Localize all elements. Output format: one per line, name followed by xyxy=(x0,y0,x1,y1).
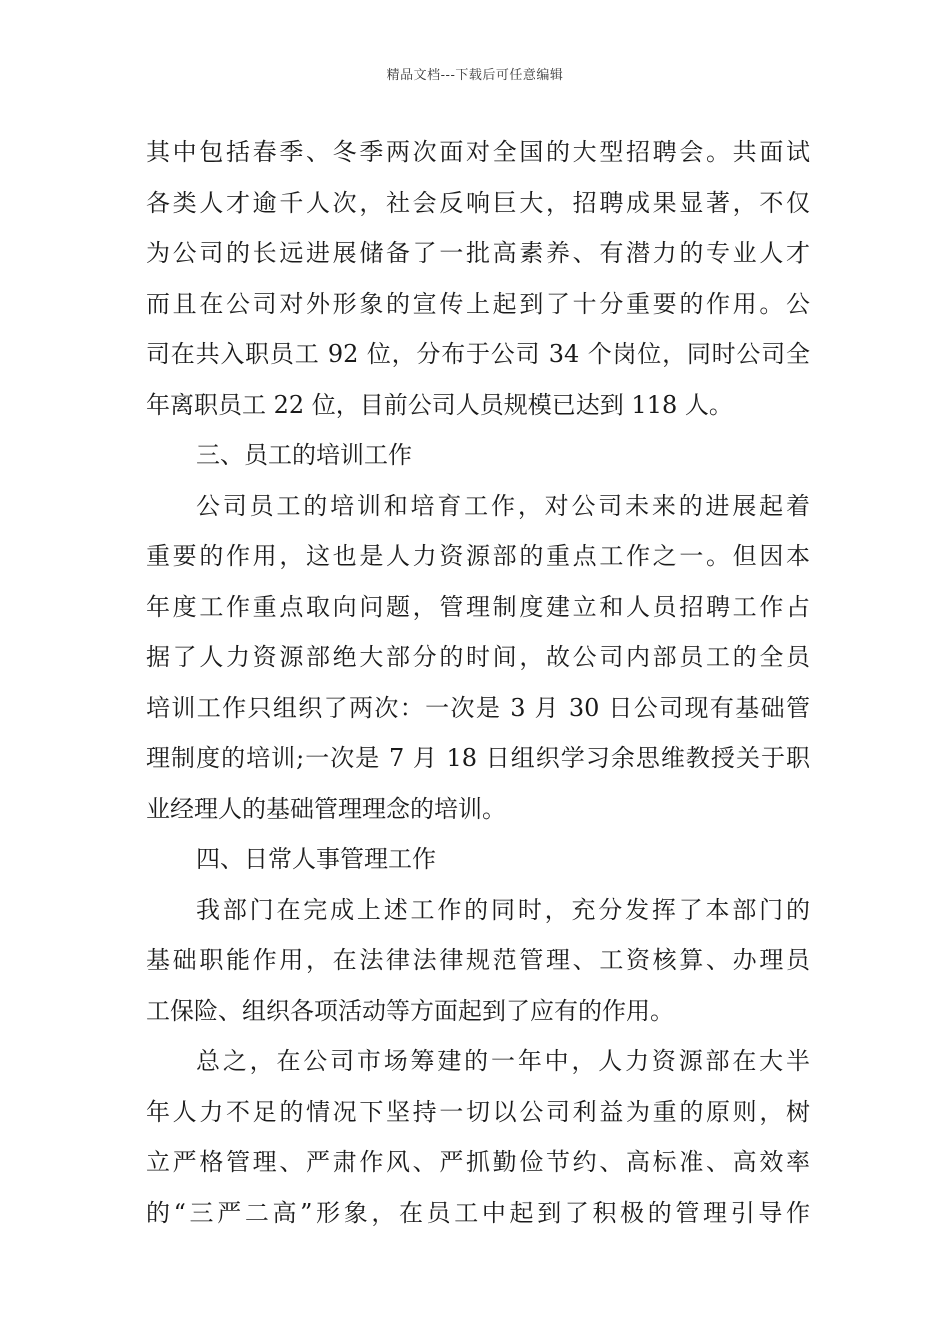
text-line: 据了人力资源部绝大部分的时间，故公司内部员工的全员 xyxy=(146,643,810,671)
text-line: 培训工作只组织了两次：一次是 3 月 30 日公司现有基础管 xyxy=(146,693,810,722)
text-line: 的“三严二高”形象，在员工中起到了积极的管理引导作 xyxy=(146,1198,810,1227)
text-line: 业经理人的基础管理理念的培训。 xyxy=(146,794,506,823)
text-line: 我部门在完成上述工作的同时，充分发挥了本部门的 xyxy=(196,895,810,924)
text-line: 理制度的培训;一次是 7 月 18 日组织学习余思维教授关于职 xyxy=(146,744,810,772)
text-line: 工保险、组织各项活动等方面起到了应有的作用。 xyxy=(146,996,674,1025)
text-line: 总之，在公司市场筹建的一年中，人力资源部在大半 xyxy=(196,1047,810,1075)
text-line: 三、员工的培训工作 xyxy=(196,441,412,469)
page-header: 精品文档---下载后可任意编辑 xyxy=(386,68,564,83)
text-line: 年人力不足的情况下坚持一切以公司利益为重的原则，树 xyxy=(146,1097,810,1126)
text-line: 年度工作重点取向问题，管理制度建立和人员招聘工作占 xyxy=(146,592,810,621)
text-line: 年离职员工 22 位，目前公司人员规模已达到 118 人。 xyxy=(146,390,733,419)
text-line: 重要的作用，这也是人力资源部的重点工作之一。但因本 xyxy=(146,542,810,570)
text-line: 为公司的长远进展储备了一批高素养、有潜力的专业人才 xyxy=(146,239,810,267)
text-line: 司在共入职员工 92 位，分布于公司 34 个岗位，同时公司全 xyxy=(146,340,810,368)
text-line: 其中包括春季、冬季两次面对全国的大型招聘会。共面试 xyxy=(146,138,810,166)
text-line: 立严格管理、严肃作风、严抓勤俭节约、高标准、高效率 xyxy=(146,1148,810,1176)
document-body xyxy=(146,127,810,1238)
text-line: 四、日常人事管理工作 xyxy=(196,845,436,873)
text-line: 而且在公司对外形象的宣传上起到了十分重要的作用。公 xyxy=(146,289,810,318)
text-line: 各类人才逾千人次，社会反响巨大，招聘成果显著，不仅 xyxy=(146,188,810,217)
text-line: 基础职能作用，在法律法律规范管理、工资核算、办理员 xyxy=(146,946,810,974)
text-line: 公司员工的培训和培育工作，对公司未来的进展起着 xyxy=(196,491,810,520)
